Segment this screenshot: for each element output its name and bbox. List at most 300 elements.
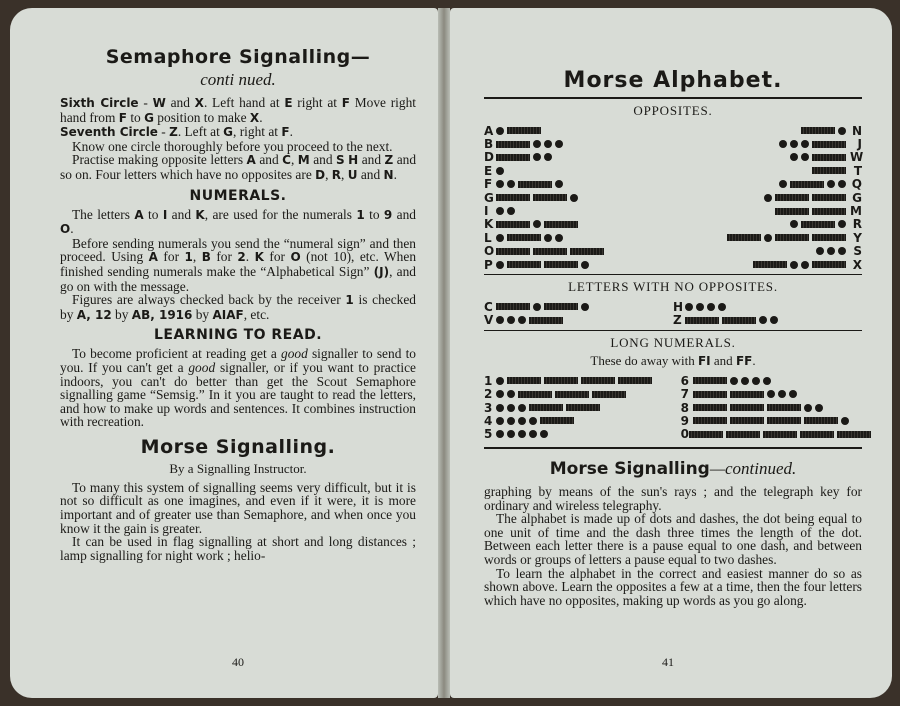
morse-dot (496, 167, 504, 175)
seventh-t3: . (289, 124, 293, 140)
practise-n: N (383, 167, 394, 182)
morse-code (693, 377, 771, 385)
morse-dash (518, 391, 552, 398)
figures-a12: A, 12 (76, 307, 112, 322)
morse-dot (529, 417, 537, 425)
morse-dash (801, 127, 835, 134)
morse-dash (722, 317, 756, 324)
morse-dot (789, 390, 797, 398)
morse-continued-heading (484, 459, 862, 479)
morse-dash (693, 417, 727, 424)
numeral-row (484, 414, 665, 427)
letter-w: W (152, 96, 166, 110)
morse-code (801, 127, 846, 135)
alphabet-para: The alphabet is made up of dots and dashes, the dot being equal to one unit of time and the dash three times the length of the dot. Between each letter there is a pause equal to one dash, and between words or groups of letters a pause equal to two dashes. (484, 511, 862, 567)
graphing-para: graphing by means of the sun's rays ; and the telegraph key for ordinary and wireless telegraphy. (484, 484, 862, 513)
sixth-t2: right at (292, 95, 342, 110)
morse-code (790, 153, 846, 161)
morse-dash (812, 141, 846, 148)
morse-dot (759, 316, 767, 324)
before-t8: , and go on with the message. (60, 263, 416, 294)
numeral-row (484, 374, 665, 387)
numeral-digit: 3 (484, 400, 493, 415)
morse-dot (496, 127, 504, 135)
practise-t1: Practise making opposite letters (72, 152, 247, 168)
no-opposites-column (673, 300, 862, 327)
morse-dot (518, 417, 526, 425)
morse-dot (507, 390, 515, 398)
morse-dash (775, 234, 809, 241)
numeral-digit: 0 (680, 427, 689, 442)
morse-code (685, 316, 778, 324)
morse-dot (533, 153, 541, 161)
letters-t5: to (364, 206, 384, 222)
morse-dot (790, 220, 798, 228)
morse-dot (767, 390, 775, 398)
morse-dash (496, 154, 530, 161)
figures-aiaf: AIAF (212, 307, 244, 322)
morse-alphabet-title: Morse Alphabet. (563, 68, 783, 93)
letter-f-seventh: F (281, 125, 290, 140)
practise-t2: and (255, 152, 283, 168)
practise-t8: , (325, 166, 332, 182)
flag-para: It can be used in flag signalling at short and long distances ; lamp signalling for night work ; helio- (60, 534, 416, 563)
morse-dot (544, 140, 552, 148)
morse-code (496, 430, 548, 438)
morse-code (496, 248, 604, 255)
morse-dot (581, 261, 589, 269)
morse-dot (685, 303, 693, 311)
morse-code (753, 261, 846, 269)
letter-g: G (144, 110, 154, 125)
morse-code (496, 167, 504, 175)
opposite-row (484, 231, 862, 244)
morse-dot (763, 377, 771, 385)
morse-dash (544, 377, 578, 384)
practise-para (60, 153, 416, 182)
practise-s: S (336, 153, 345, 168)
numeral-digit: 2 (484, 387, 493, 402)
morse-dot (764, 234, 772, 242)
letters-t6: and (392, 206, 417, 222)
morse-dash (496, 141, 530, 148)
morse-code (689, 431, 871, 438)
sixth-t1: . Left hand at (203, 95, 285, 110)
morse-dash (689, 431, 723, 438)
morse-dash (753, 261, 787, 268)
seventh-circle-para (60, 125, 416, 140)
letter-z: Z (169, 125, 178, 140)
morse-dot (764, 194, 772, 202)
morse-dot (752, 377, 760, 385)
no-opposite-letter: C (484, 300, 493, 314)
opposite-left-letter: F (484, 177, 493, 192)
opposite-right-letter: G (852, 190, 862, 205)
morse-dot (496, 207, 504, 215)
learning-t3: signaller, or if you want to practice indoors, you can't do better than get the Scout Semaphore signalling game “Semsig.” In it you are taught to read the letters, and how to make up words and sentences. It combines instruction with recreation. (60, 359, 417, 430)
opposite-right-letter: M (850, 204, 862, 219)
no-opposite-row (484, 314, 673, 327)
sixth-t5: position to make (153, 109, 250, 125)
morse-dot (801, 261, 809, 269)
opposite-right-letter: R (852, 217, 862, 232)
morse-dash (767, 404, 801, 411)
before-t2: for (157, 249, 185, 265)
morse-dot (496, 430, 504, 438)
numerals-heading: NUMERALS. (189, 187, 287, 204)
semaphore-subheading: conti nued. (200, 70, 276, 89)
letters-k: K (195, 207, 205, 222)
letter-x: X (194, 96, 204, 110)
morse-dot (507, 207, 515, 215)
opposite-left-letter: K (484, 217, 494, 232)
morse-dot (718, 303, 726, 311)
no-opposite-row (484, 300, 673, 313)
before-b: B (201, 250, 211, 265)
morse-dot (540, 430, 548, 438)
before-t7: (not 10), etc. When finished sending numerals make the “Alphabetical Sign” (60, 249, 417, 279)
letters-t3: and (167, 206, 196, 222)
morse-code (496, 417, 574, 425)
opposite-right-letter: T (853, 163, 862, 178)
morse-dot (533, 140, 541, 148)
morse-code (779, 140, 846, 148)
figures-t4: by (192, 306, 213, 322)
figures-t2: is checked by (60, 292, 416, 322)
letters-o: O (60, 222, 71, 237)
learning-para (60, 347, 416, 429)
no-opposite-row (673, 314, 862, 327)
opposite-left-letter: D (484, 150, 494, 165)
figures-one: 1 (345, 293, 354, 308)
learning-heading: LEARNING TO READ. (153, 327, 323, 344)
morse-dot (518, 316, 526, 324)
morse-dot (838, 127, 846, 135)
opposite-row (484, 151, 862, 164)
numeral-digit: 7 (680, 387, 689, 402)
morse-code (496, 404, 600, 412)
semaphore-heading: Semaphore Signalling— (105, 46, 371, 68)
morse-code (496, 377, 652, 385)
morse-dot (555, 234, 563, 242)
opposite-row (484, 258, 862, 271)
opposite-right-letter: J (857, 137, 862, 152)
figures-t1: Figures are always checked back by the receiver (72, 292, 346, 308)
opposite-right-letter: Q (851, 177, 862, 192)
numerals-column (681, 374, 862, 441)
opposite-right-letter: W (850, 150, 864, 165)
no-opposites-label: LETTERS WITH NO OPPOSITES. (568, 279, 778, 295)
morse-dash (507, 377, 541, 384)
morse-code (496, 220, 578, 228)
morse-dash (533, 194, 567, 201)
practise-t3: , (290, 152, 298, 168)
practise-u: U (347, 167, 358, 182)
morse-dash (730, 417, 764, 424)
note-fi: FI (697, 354, 711, 369)
morse-dot (496, 316, 504, 324)
letters-i: I (162, 207, 168, 222)
morse-code (496, 180, 563, 188)
morse-code (812, 167, 846, 174)
practise-t11: . (393, 166, 397, 182)
morse-dot (518, 430, 526, 438)
morse-code (496, 390, 626, 398)
morse-dash (693, 391, 727, 398)
morse-dash (804, 417, 838, 424)
figures-t3: by (111, 306, 132, 322)
morse-dot (533, 303, 541, 311)
long-numerals-note (484, 353, 862, 369)
morse-dash (812, 208, 846, 215)
morse-dash (726, 431, 760, 438)
morse-code (775, 208, 846, 215)
morse-dot (790, 140, 798, 148)
numeral-digit: 8 (680, 400, 689, 415)
morse-code (496, 234, 563, 242)
before-t1: Before sending numerals you send the “numeral sign” and then proceed. Using (60, 235, 416, 265)
opposite-right-letter: N (851, 123, 862, 138)
morse-dash (812, 154, 846, 161)
seventh-circle-label: Seventh Circle (60, 125, 158, 140)
morse-dash (496, 194, 530, 201)
long-numerals-label: LONG NUMERALS. (610, 335, 736, 351)
practise-t4: and (309, 152, 337, 168)
letter-g-seventh: G (223, 125, 234, 140)
morse-dash (767, 417, 801, 424)
morse-dot (730, 377, 738, 385)
morse-dot (801, 140, 809, 148)
morse-dash (812, 167, 846, 174)
left-page (10, 8, 438, 698)
opposite-row (484, 124, 862, 137)
opposites-table (484, 124, 862, 271)
morse-dot (741, 377, 749, 385)
morse-dash (812, 261, 846, 268)
morse-dot (529, 430, 537, 438)
morse-code (496, 153, 552, 161)
page-number-right: 41 (662, 655, 674, 669)
seventh-t2: , right at (233, 124, 282, 140)
morse-dash (518, 181, 552, 188)
morse-code (727, 234, 846, 242)
letters-t1: The letters (72, 206, 135, 222)
letters-nine: 9 (383, 207, 393, 222)
practise-t9: , (341, 166, 348, 182)
opposite-right-letter: S (853, 244, 862, 259)
morse-code (816, 247, 846, 255)
morse-dash (685, 317, 719, 324)
sixth-circle-para (60, 96, 416, 125)
numeral-digit: 5 (484, 427, 493, 442)
before-k: K (254, 250, 264, 265)
opposite-right-letter: Y (853, 230, 862, 245)
morse-code (496, 316, 563, 324)
right-page (450, 8, 892, 698)
morse-dash (763, 431, 797, 438)
morse-dash (812, 194, 846, 201)
morse-dash (801, 221, 835, 228)
opposite-row (484, 137, 862, 150)
learning-t2: signaller to send to you. If you can't get a (60, 346, 416, 375)
morse-dot (841, 417, 849, 425)
numeral-digit: 6 (680, 373, 689, 388)
morse-dot (816, 247, 824, 255)
morse-dash (566, 404, 600, 411)
morse-dash (800, 431, 834, 438)
morse-code (764, 194, 846, 202)
morse-code (496, 303, 589, 311)
morse-dash (555, 391, 589, 398)
seventh-t1: . Left at (177, 124, 224, 140)
no-opposite-letter: Z (673, 313, 682, 328)
morse-dash (507, 234, 541, 241)
morse-code (790, 220, 846, 228)
learning-good2: good (188, 359, 216, 375)
numerals-rule (484, 447, 862, 449)
morse-dash (775, 194, 809, 201)
morse-dash (790, 181, 824, 188)
before-one: 1 (184, 250, 193, 265)
morse-dot (496, 390, 504, 398)
morse-dot (779, 140, 787, 148)
before-two: 2 (237, 250, 246, 265)
no-opposites-column (484, 300, 673, 327)
numeral-row (681, 401, 862, 414)
opposite-row (484, 204, 862, 217)
figures-t5: , etc. (243, 306, 270, 322)
letter-f: F (341, 96, 350, 110)
practise-d: D (315, 167, 326, 182)
morse-dot (518, 404, 526, 412)
morse-dot (507, 404, 515, 412)
before-o: O (290, 250, 301, 265)
morse-dash (775, 208, 809, 215)
letters-para (60, 208, 416, 237)
morse-dot (496, 180, 504, 188)
note-t1: These do away with (590, 353, 698, 369)
morse-dash (496, 221, 530, 228)
continued-suffix: —continued. (709, 459, 797, 479)
numeral-row (484, 401, 665, 414)
opposites-label: OPPOSITES. (633, 103, 713, 118)
morse-dot (496, 404, 504, 412)
letter-f2: F (118, 110, 127, 125)
sixth-t3: Move right hand from (60, 95, 417, 125)
morse-dot (804, 404, 812, 412)
morse-dot (838, 180, 846, 188)
morse-code (496, 207, 515, 215)
morse-dash (529, 404, 563, 411)
learn-para: To learn the alphabet in the correct and easiest manner do so as shown above. Learn the opposites a few at a time, then the four letters which have no opposites, making up words as you go along. (484, 565, 862, 608)
morse-dot (815, 404, 823, 412)
opposite-row (484, 191, 862, 204)
sixth-sep: - (138, 95, 153, 110)
morse-dot (507, 316, 515, 324)
practise-t10: and (357, 166, 384, 182)
opposite-left-letter: L (484, 230, 492, 245)
morse-dot (790, 261, 798, 269)
morse-dot (570, 194, 578, 202)
morse-dot (838, 247, 846, 255)
before-a: A (148, 250, 158, 265)
numeral-row (681, 374, 862, 387)
numerals-column (484, 374, 665, 441)
morse-dot (544, 153, 552, 161)
morse-dash (693, 377, 727, 384)
morse-code (496, 194, 578, 202)
before-j: (J) (373, 264, 390, 279)
morse-dot (581, 303, 589, 311)
morse-dot (507, 430, 515, 438)
opposites-rule (484, 274, 862, 275)
morse-dot (696, 303, 704, 311)
know-para: Know one circle thoroughly before you proceed to the next. (72, 138, 393, 154)
morse-dot (496, 234, 504, 242)
opposite-row (484, 218, 862, 231)
practise-h: H (348, 153, 359, 168)
opposite-row (484, 178, 862, 191)
morse-dash (529, 317, 563, 324)
morse-dot (778, 390, 786, 398)
opposite-row (484, 164, 862, 177)
morse-dash (581, 377, 615, 384)
morse-dot (790, 153, 798, 161)
opposite-left-letter: G (484, 190, 494, 205)
opposite-left-letter: B (484, 137, 494, 152)
morse-dash (544, 303, 578, 310)
practise-t7: and so on. Four letters which have no opposites are (60, 152, 417, 182)
morse-dash (507, 127, 541, 134)
morse-dot (779, 180, 787, 188)
sixth-and: and (165, 95, 195, 110)
numeral-row (681, 414, 862, 427)
note-ff: FF (735, 354, 753, 369)
numeral-row (681, 428, 862, 441)
numeral-row (681, 387, 862, 400)
practise-r: R (331, 167, 342, 182)
before-t5: . (245, 249, 255, 265)
morse-code (779, 180, 846, 188)
page-number-left: 40 (232, 655, 244, 669)
learning-good1: good (281, 346, 308, 362)
morse-code (693, 404, 823, 412)
practise-t6: and (358, 152, 385, 168)
morse-dot (496, 377, 504, 385)
morse-dot (707, 303, 715, 311)
title-rule (484, 97, 862, 99)
morse-dot (496, 261, 504, 269)
note-t2: and (710, 353, 736, 369)
morse-dash (837, 431, 871, 438)
morse-dash (496, 248, 530, 255)
opposite-left-letter: I (484, 204, 489, 219)
no-opposites-rule (484, 330, 862, 331)
morse-code (693, 390, 797, 398)
morse-dot (496, 417, 504, 425)
opposite-row (484, 245, 862, 258)
morse-code (496, 140, 563, 148)
sixth-t6: . (259, 109, 263, 125)
figures-para (60, 293, 416, 322)
morse-dash (540, 417, 574, 424)
morse-dash (693, 404, 727, 411)
practise-z: Z (384, 153, 394, 168)
before-t4: for (210, 249, 238, 265)
numeral-row (484, 387, 665, 400)
letters-t4: , are used for the numerals (204, 206, 357, 222)
sixth-circle-label: Sixth Circle (60, 96, 139, 110)
